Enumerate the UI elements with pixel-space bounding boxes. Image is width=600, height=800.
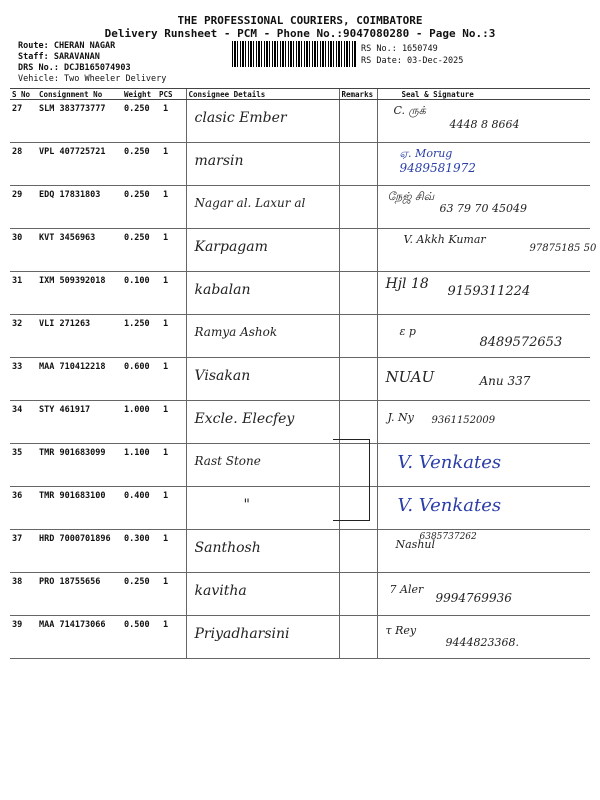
- cell-pcs: 1: [157, 358, 186, 401]
- consignee-handwriting: marsin: [194, 153, 244, 169]
- cell-consignee: [186, 487, 339, 530]
- cell-signature: [377, 315, 590, 358]
- runsheet-title: Delivery Runsheet - PCM - Phone No.:9047080280 - Page No.:3: [104, 27, 496, 40]
- consignee-handwriting: kabalan: [194, 282, 251, 298]
- cell-consignment: HRD 7000701896: [37, 530, 122, 573]
- signature-phone: 4448 8 8664: [449, 118, 520, 131]
- cell-consignment: VPL 407725721: [37, 143, 122, 186]
- cell-consignment: PRO 18755656: [37, 573, 122, 616]
- table-row: [10, 487, 590, 530]
- signature-phone: 9994769936: [435, 591, 512, 605]
- cell-pcs: 1: [157, 530, 186, 573]
- signature: [380, 405, 589, 424]
- cell-sno: 37: [10, 530, 37, 573]
- table-row: [10, 530, 590, 573]
- cell-consignee: [186, 100, 339, 143]
- cell-remarks: [339, 358, 377, 401]
- cell-weight: 0.400: [122, 487, 157, 530]
- cell-consignment: IXM 509392018: [37, 272, 122, 315]
- remarks-bracket: [333, 439, 370, 521]
- signature-name: ஏ. Morug: [399, 147, 453, 160]
- cell-weight: 1.000: [122, 401, 157, 444]
- route-label: Route: CHERAN NAGAR: [18, 41, 116, 51]
- consignee-handwriting: kavitha: [194, 583, 247, 599]
- cell-weight: 0.250: [122, 186, 157, 229]
- cell-consignee: [186, 530, 339, 573]
- cell-consignee: [186, 229, 339, 272]
- cell-pcs: 1: [157, 401, 186, 444]
- col-consignee: Consignee Details: [186, 89, 339, 100]
- signature: [380, 233, 597, 254]
- cell-consignee: [186, 358, 339, 401]
- signature: [380, 319, 589, 350]
- signature-phone: 9159311224: [447, 284, 531, 299]
- signature-phone: 9444823368.: [445, 636, 519, 649]
- cell-pcs: 1: [157, 229, 186, 272]
- rs-number: RS No.: 1650749: [361, 44, 438, 54]
- cell-pcs: 1: [157, 616, 186, 659]
- cell-pcs: 1: [157, 100, 186, 143]
- cell-consignee: [186, 143, 339, 186]
- signature-name: Hjl 18: [385, 276, 429, 292]
- table-row: [10, 401, 590, 444]
- cell-remarks: [339, 186, 377, 229]
- signature-name: 7 Aler: [389, 583, 424, 596]
- cell-signature: [377, 229, 597, 272]
- cell-pcs: 1: [157, 444, 186, 487]
- consignee-handwriting: ": [243, 497, 250, 513]
- signature-phone: 8489572653: [479, 335, 563, 350]
- cell-consignee: [186, 401, 339, 444]
- signature-name: V. Venkates: [397, 495, 502, 516]
- cell-remarks: [339, 573, 377, 616]
- cell-consignee: [186, 573, 339, 616]
- consignee-handwriting: Visakan: [194, 368, 251, 384]
- cell-weight: 0.250: [122, 143, 157, 186]
- signature-name: நேஜ் சிவ்: [387, 190, 435, 203]
- col-sno: S No: [10, 89, 37, 100]
- cell-remarks: [339, 616, 377, 659]
- signature: [380, 362, 589, 386]
- consignee-handwriting: Santhosh: [194, 540, 261, 556]
- company-name: THE PROFESSIONAL COURIERS, COIMBATORE: [177, 14, 423, 27]
- signature-name: V. Akkh Kumar: [403, 233, 486, 246]
- cell-remarks: [339, 143, 377, 186]
- table-row: [10, 272, 590, 315]
- cell-pcs: 1: [157, 186, 186, 229]
- cell-weight: 0.250: [122, 100, 157, 143]
- cell-sno: 39: [10, 616, 37, 659]
- consignee-handwriting: Karpagam: [194, 239, 268, 255]
- consignee-handwriting: Nagar al. Laxur al: [194, 196, 306, 210]
- cell-sno: 33: [10, 358, 37, 401]
- cell-weight: 0.300: [122, 530, 157, 573]
- cell-sno: 34: [10, 401, 37, 444]
- cell-signature: [377, 530, 590, 573]
- cell-consignee: [186, 315, 339, 358]
- cell-consignment: KVT 3456963: [37, 229, 122, 272]
- cell-pcs: 1: [157, 487, 186, 530]
- cell-pcs: 1: [157, 573, 186, 616]
- cell-pcs: 1: [157, 315, 186, 358]
- vehicle-label: Vehicle: Two Wheeler Delivery: [18, 74, 167, 84]
- cell-sno: 28: [10, 143, 37, 186]
- cell-consignee: [186, 186, 339, 229]
- cell-signature: [377, 573, 590, 616]
- cell-sno: 36: [10, 487, 37, 530]
- cell-sno: 29: [10, 186, 37, 229]
- cell-signature: [377, 401, 590, 444]
- table-row: [10, 315, 590, 358]
- cell-weight: 0.600: [122, 358, 157, 401]
- col-remarks: Remarks: [339, 89, 377, 100]
- drs-label: DRS No.: DCJB165074903: [18, 63, 131, 73]
- signature: [380, 577, 589, 605]
- cell-consignment: TMR 901683099: [37, 444, 122, 487]
- staff-label: Staff: SARAVANAN: [18, 52, 100, 62]
- consignee-handwriting: Rast Stone: [194, 454, 261, 468]
- signature: [380, 147, 589, 175]
- signature-name: C. ருக்: [393, 104, 426, 117]
- cell-signature: [377, 616, 590, 659]
- signature: [380, 190, 589, 215]
- signature-phone: 9489581972: [399, 161, 476, 175]
- signature: [380, 276, 589, 299]
- cell-consignment: EDQ 17831803: [37, 186, 122, 229]
- signature: [380, 534, 589, 551]
- signature-name: J. Ny: [387, 411, 414, 424]
- col-seal: Seal & Signature: [377, 89, 590, 100]
- cell-weight: 0.250: [122, 573, 157, 616]
- cell-sno: 32: [10, 315, 37, 358]
- col-weight: Weight: [122, 89, 157, 100]
- signature-name: Nashul: [395, 538, 436, 551]
- col-pcs: PCS: [157, 89, 186, 100]
- cell-remarks: [339, 530, 377, 573]
- cell-pcs: 1: [157, 143, 186, 186]
- barcode: [232, 41, 357, 67]
- table-row: [10, 186, 590, 229]
- consignee-handwriting: Excle. Elecfey: [194, 411, 295, 427]
- signature-phone: 63 79 70 45049: [439, 202, 527, 215]
- cell-sno: 27: [10, 100, 37, 143]
- signature: [380, 104, 589, 131]
- cell-consignment: STY 461917: [37, 401, 122, 444]
- cell-consignee: [186, 616, 339, 659]
- cell-sno: 38: [10, 573, 37, 616]
- signature: [380, 620, 589, 649]
- signature-phone: 6385737262: [419, 532, 477, 542]
- cell-signature: [377, 143, 590, 186]
- cell-signature: [377, 100, 590, 143]
- signature-phone: 97875185 50: [529, 243, 597, 254]
- signature: [380, 452, 589, 473]
- cell-sno: 35: [10, 444, 37, 487]
- cell-consignment: SLM 383773777: [37, 100, 122, 143]
- table-row: [10, 444, 590, 487]
- cell-consignee: [186, 444, 339, 487]
- cell-consignment: MAA 714173066: [37, 616, 122, 659]
- signature-phone: 9361152009: [431, 415, 496, 426]
- cell-consignment: TMR 901683100: [37, 487, 122, 530]
- table-row: [10, 358, 590, 401]
- rs-date: RS Date: 03-Dec-2025: [361, 56, 464, 66]
- consignee-handwriting: Ramya Ashok: [194, 325, 278, 339]
- table-row: [10, 616, 590, 659]
- cell-consignee: [186, 272, 339, 315]
- cell-signature: [377, 272, 590, 315]
- cell-remarks: [339, 315, 377, 358]
- signature-name: ε p: [399, 325, 416, 338]
- table-header-row: [10, 89, 590, 100]
- cell-sno: 30: [10, 229, 37, 272]
- cell-weight: 0.500: [122, 616, 157, 659]
- cell-remarks: [339, 272, 377, 315]
- cell-weight: 0.250: [122, 229, 157, 272]
- cell-weight: 0.100: [122, 272, 157, 315]
- cell-signature: [377, 487, 590, 530]
- cell-consignment: VLI 271263: [37, 315, 122, 358]
- cell-pcs: 1: [157, 272, 186, 315]
- table-row: [10, 229, 590, 272]
- signature-name: τ Rey: [385, 624, 417, 637]
- signature-name: NUAU: [385, 368, 435, 386]
- runsheet-table: [10, 88, 597, 659]
- table-row: [10, 100, 590, 143]
- consignee-handwriting: clasic Ember: [194, 110, 287, 126]
- cell-remarks: [339, 100, 377, 143]
- cell-sno: 31: [10, 272, 37, 315]
- table-row: [10, 573, 590, 616]
- col-consignment: Consignment No: [37, 89, 122, 100]
- table-row: [10, 143, 590, 186]
- cell-remarks: [339, 401, 377, 444]
- cell-signature: [377, 186, 590, 229]
- cell-weight: 1.100: [122, 444, 157, 487]
- cell-remarks: [339, 229, 377, 272]
- signature-name: V. Venkates: [397, 452, 502, 473]
- cell-signature: [377, 358, 590, 401]
- cell-weight: 1.250: [122, 315, 157, 358]
- cell-consignment: MAA 710412218: [37, 358, 122, 401]
- signature: [380, 495, 589, 516]
- cell-signature: [377, 444, 590, 487]
- consignee-handwriting: Priyadharsini: [194, 626, 290, 642]
- signature-phone: Anu 337: [479, 374, 531, 388]
